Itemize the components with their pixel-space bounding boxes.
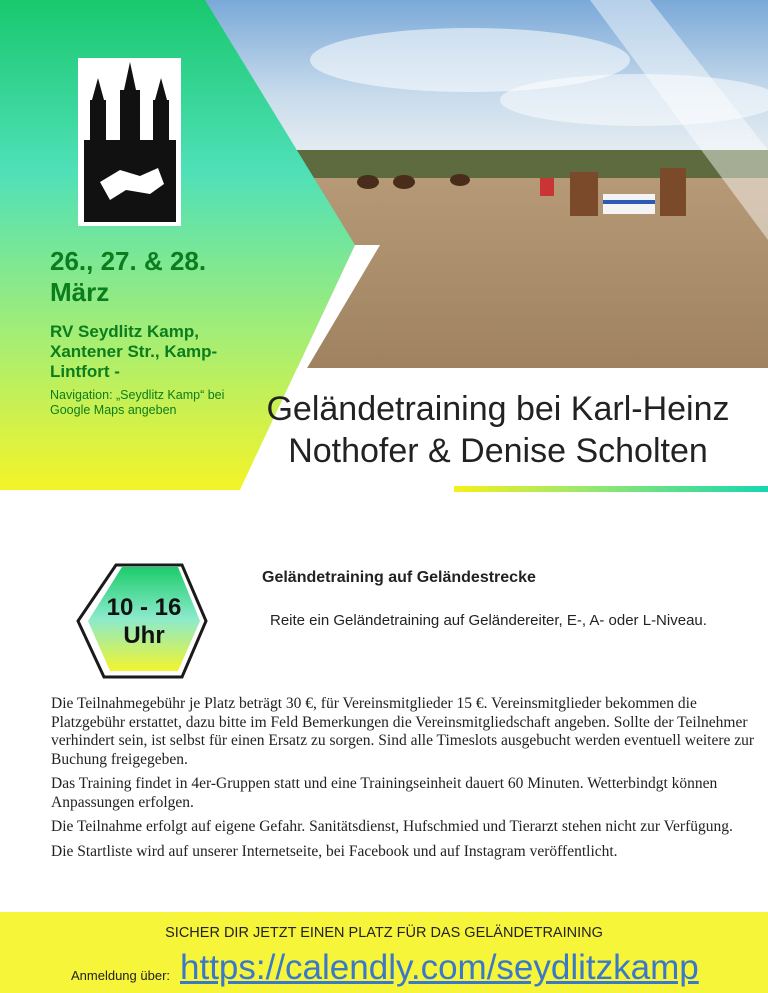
liability-paragraph: Die Teilnahme erfolgt auf eigene Gefahr. Sanitätsdienst, Hufschmied und Tierarzt stehen nicht zur Verfügung. <box>51 818 733 835</box>
navigation-note: Navigation: „Seydlitz Kamp“ bei Google Maps angeben <box>50 388 225 417</box>
registration-link[interactable]: https://calendly.com/seydlitzkamp <box>180 948 699 987</box>
event-location: RV Seydlitz Kamp, Xantener Str., Kamp-Lintfort - <box>50 322 218 381</box>
fee-paragraph: Die Teilnahmegebühr je Platz beträgt 30 €, für Vereinsmitglieder 15 €. Vereinsmitglieder bekommen die Platzgebühr erstattet, dazu bitte im Feld Bemerkungen die Vereinsmitgliedschaft angeben. Sollte der Teilnehmer verhindert sein, ist selbst für einen Ersatz zu sorgen. Sind alle Timeslots ausgebucht werden eventuell weitere zur Buchung freigegeben. <box>51 695 755 768</box>
title-underline <box>454 486 768 492</box>
info-text <box>51 695 756 867</box>
registration-label: Anmeldung über: <box>71 968 171 983</box>
event-time: 10 - 16 Uhr <box>106 594 182 649</box>
startlist-paragraph: Die Startliste wird auf unserer Internetseite, bei Facebook und auf Instagram veröffentlicht. <box>51 842 618 860</box>
event-dates: 26., 27. & 28. März <box>50 246 207 307</box>
course-description: Reite ein Geländetraining auf Geländereiter, E-, A- oder L-Niveau. <box>270 612 707 629</box>
page-title: Geländetraining bei Karl-Heinz Nothofer & Denise Scholten <box>266 390 730 470</box>
cta-text: SICHER DIR JETZT EINEN PLATZ FÜR DAS GELÄNDETRAINING <box>165 925 603 941</box>
course-heading: Geländetraining auf Geländestrecke <box>262 569 536 586</box>
group-paragraph: Das Training findet in 4er-Gruppen statt und eine Trainingseinheit dauert 60 Minuten. Wetterbindgt können Anpassungen erfolgen. <box>51 775 718 811</box>
